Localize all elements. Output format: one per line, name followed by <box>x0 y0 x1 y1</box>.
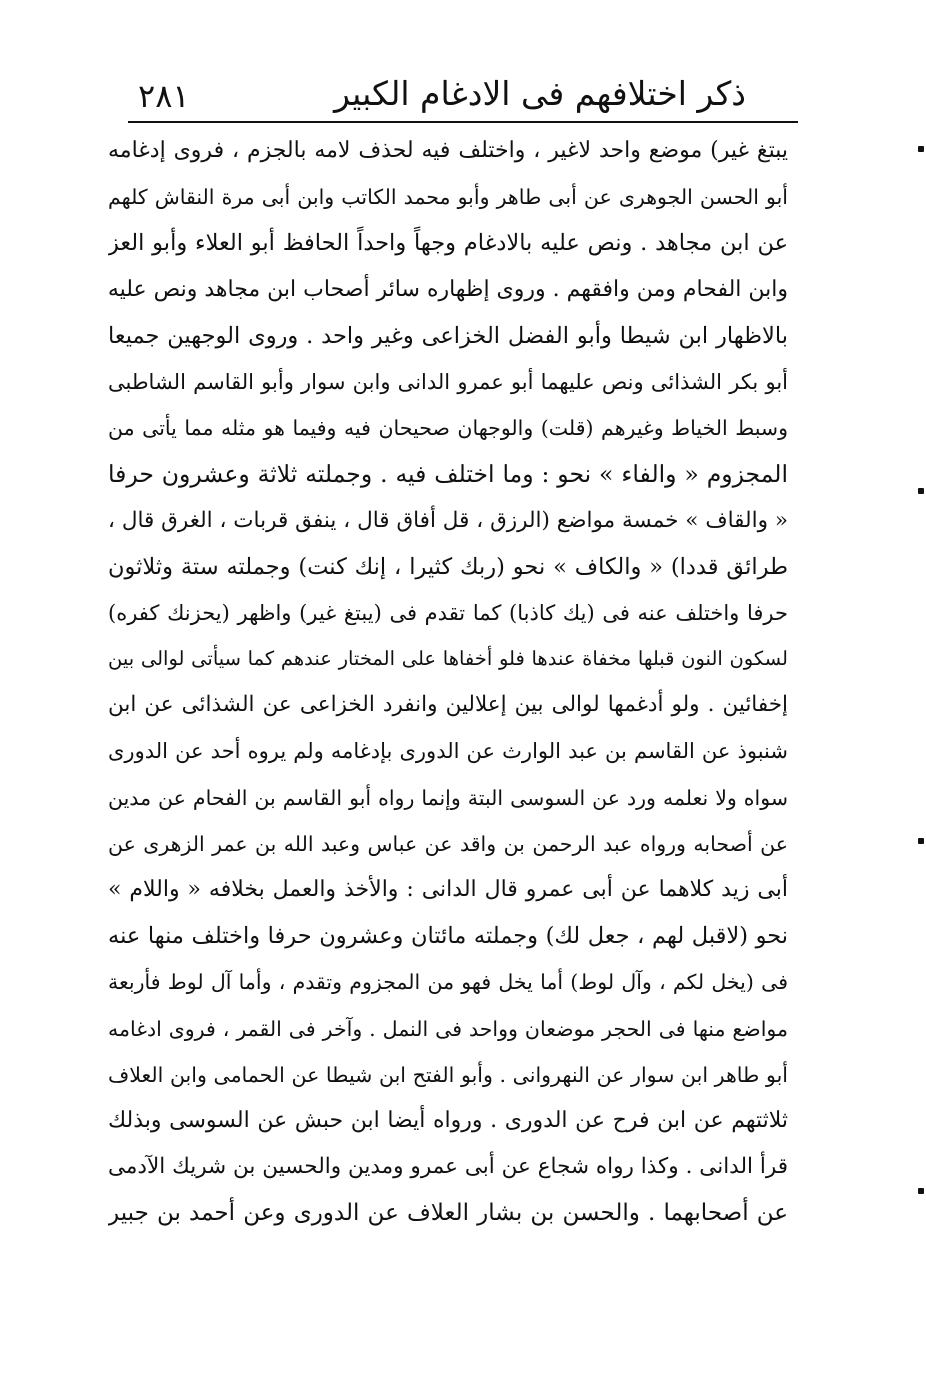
margin-mark <box>918 146 924 152</box>
text-line: فى (يخل لكم ، وآل لوط) أما يخل فهو من المجزوم وتقدم ، وأما آل لوط فأربعة <box>108 970 788 995</box>
text-line: طرائق قددا) « والكاف » نحو (ربك كثيرا ، إنك كنت) وجملته ستة وثلاثون <box>108 553 788 580</box>
text-line: إخفائين . ولو أدغمها لوالى بين إعلالين وانفرد الخزاعى عن الشذائى عن ابن <box>108 692 788 718</box>
text-line: أبو الحسن الجوهرى عن أبى طاهر وأبو محمد الكاتب وابن أبى مرة النقاش كلهم <box>108 185 788 210</box>
text-line: المجزوم « والفاء » نحو : وما اختلف فيه . وجملته ثلاثة وعشرون حرفا <box>108 460 788 489</box>
header-rule <box>128 121 798 123</box>
text-line: وابن الفحام ومن وافقهم . وروى إظهاره سائر أصحاب ابن مجاهد ونص عليه <box>108 276 788 302</box>
text-line: مواضع منها فى الحجر موضعان وواحد فى النمل . وآخر فى القمر ، فروى ادغامه <box>108 1016 788 1041</box>
text-line: وسبط الخياط وغيرهم (قلت) والوجهان صحيحان فيه وفيما هو مثله مما يأتى من <box>108 416 788 441</box>
text-line: لسكون النون قبلها مخفاة عندها فلو أخفاها على المختار عندهم كما سيأتى لوالى بين <box>108 647 788 671</box>
text-line: بالاظهار ابن شيطا وأبو الفضل الخزاعى وغير واحد . وروى الوجهين جميعا <box>108 322 788 349</box>
text-line: أبو طاهر ابن سوار عن النهروانى . وأبو الفتح ابن شيطا عن الحمامى وابن العلاف <box>108 1062 788 1087</box>
text-line: أبو بكر الشذائى ونص عليهما أبو عمرو الدانى وابن سوار وأبو القاسم الشاطبى <box>108 369 788 394</box>
text-line: أبى زيد كلاهما عن أبى عمرو قال الدانى : والأخذ والعمل بخلافه « واللام » <box>108 877 788 902</box>
page-number: ٢٨١ <box>138 77 190 115</box>
text-line: نحو (لاقبل لهم ، جعل لك) وجملته مائتان وعشرون حرفا واختلف منها عنه <box>108 923 788 950</box>
text-line: عن أصحابه ورواه عبد الرحمن بن واقد عن عباس وعبد الله بن عمر الزهرى عن <box>108 831 788 856</box>
text-line: « والقاف » خمسة مواضع (الرزق ، قل أفاق قال ، ينفق قربات ، الغرق قال ، <box>108 507 788 533</box>
text-line: شنبوذ عن القاسم بن عبد الوارث عن الدورى بإدغامه ولم يروه أحد عن الدورى <box>108 739 788 764</box>
text-line: عن ابن مجاهد . ونص عليه بالادغام وجهاً واحداً الحافظ أبو العلاء وأبو العز <box>108 230 788 257</box>
text-line: قرأ الدانى . وكذا رواه شجاع عن أبى عمرو ومدين والحسين بن شريك الآدمى <box>108 1154 788 1180</box>
body-text <box>108 128 788 1237</box>
text-line: يبتغ غير) موضع واحد لاغير ، واختلف فيه لحذف لامه بالجزم ، فروى إدغامه <box>108 138 788 163</box>
running-title: ذكر اختلافهم فى الادغام الكبير <box>333 74 746 113</box>
page-header <box>130 70 798 120</box>
text-line: سواه ولا نعلمه ورد عن السوسى البتة وإنما رواه أبو القاسم بن الفحام عن مدين <box>108 785 788 810</box>
margin-mark <box>918 838 924 844</box>
margin-mark <box>918 1188 924 1194</box>
text-line: حرفا واختلف عنه فى (يك كاذبا) كما تقدم فى (يبتغ غير) واظهر (يحزنك كفره) <box>108 600 788 625</box>
text-line: عن أصحابهما . والحسن بن بشار العلاف عن الدورى وعن أحمد بن جبير <box>108 1200 788 1227</box>
text-line: ثلاثتهم عن ابن فرح عن الدورى . ورواه أيضا ابن حبش عن السوسى وبذلك <box>108 1107 788 1133</box>
margin-mark <box>918 488 924 494</box>
